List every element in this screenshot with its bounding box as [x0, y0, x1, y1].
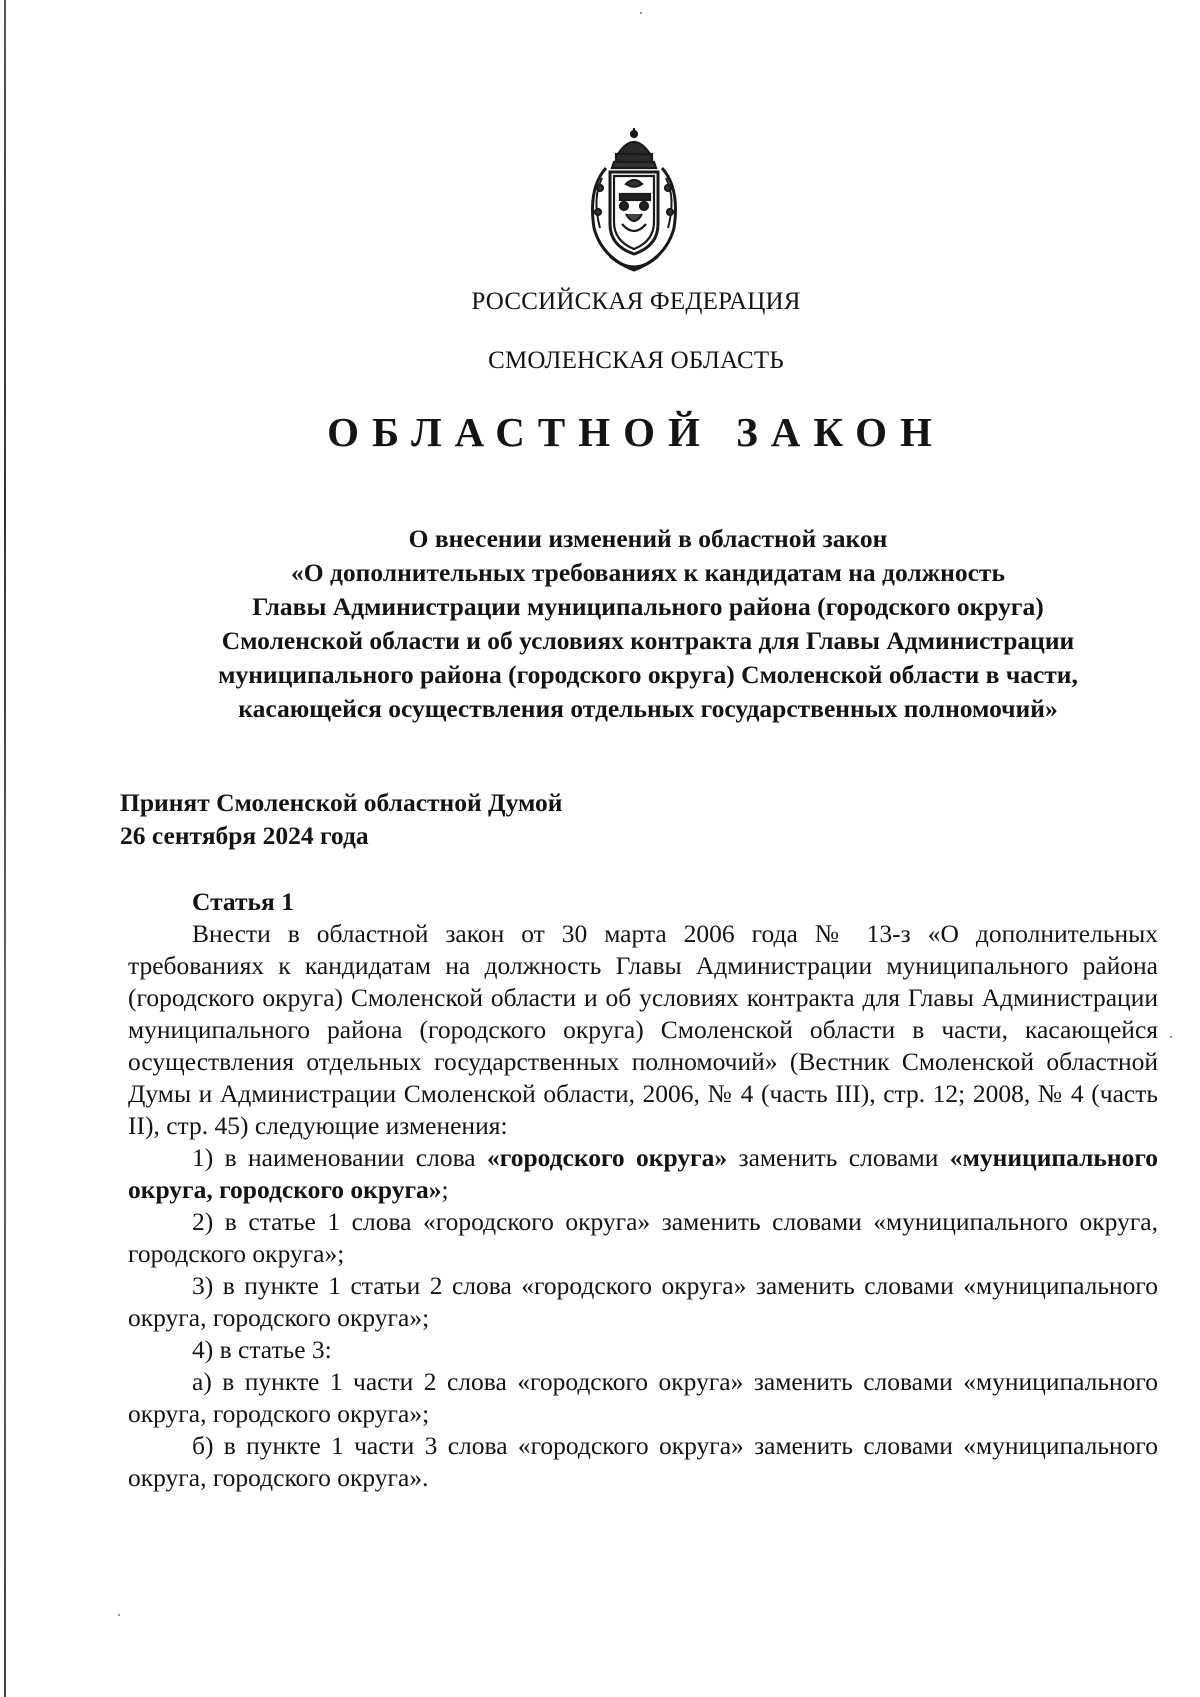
law-title-line: муниципального района (городского округа) Смоленской области в части, [218, 660, 1078, 689]
adoption-body: Принят Смоленской областной Думой [120, 788, 563, 817]
adoption-note [120, 786, 562, 852]
scan-left-edge [4, 0, 6, 1697]
scan-speck [640, 12, 642, 14]
amendment-item-3: 3) в пункте 1 статьи 2 слова «городского округа» заменить словами «муниципального округа, городского округа»; [128, 1271, 1158, 1332]
item-text: ; [441, 1175, 449, 1204]
scan-speck [1170, 1036, 1172, 1038]
law-title-line: «О дополнительных требованиях к кандидатам на должность [291, 558, 1005, 587]
region-heading: СМОЛЕНСКАЯ ОБЛАСТЬ [488, 347, 784, 374]
item-text: 1) в наименовании слова [192, 1143, 487, 1172]
coat-of-arms-emblem [580, 128, 688, 276]
scan-speck [118, 1614, 120, 1616]
country-heading: РОССИЙСКАЯ ФЕДЕРАЦИЯ [471, 288, 801, 315]
adoption-date: 26 сентября 2024 года [120, 821, 369, 850]
article-body [128, 886, 1158, 1494]
amendment-item-4: 4) в статье 3: [192, 1335, 332, 1364]
item-quote-bold: «муниципального округа, городского округа» [128, 1143, 1159, 1204]
amendment-item-1 [128, 1142, 1158, 1206]
item-text: заменить словами [727, 1143, 950, 1172]
amendment-item-4a: а) в пункте 1 части 2 слова «городского округа» заменить словами «муниципального округа, городского округа»; [128, 1367, 1158, 1428]
law-title-line: Главы Администрации муниципального района (городского округа) [252, 592, 1044, 621]
article-intro: Внести в областной закон от 30 марта 2006 года № 13-з «О дополнительных требованиях к кандидатам на должность Главы Администрации муниципального района (городского округа) Смоленской области и об условиях контракта для Главы Администрации муниципального района (городского округа) Смоленской области в части, касающейся осуществления отдельных государственных полномочий» (Вестник Смоленской областной Думы и Администрации Смоленской области, 2006, № 4 (часть III), стр. 12; 2008, № 4 (часть II), стр. 45) следующие изменения: [128, 919, 1158, 1140]
document-type-heading: ОБЛАСТНОЙ ЗАКОН [327, 409, 945, 455]
amendment-item-4b: б) в пункте 1 части 3 слова «городского округа» заменить словами «муниципального округа, городского округа». [128, 1431, 1158, 1492]
article-heading: Статья 1 [192, 887, 294, 916]
law-title-line: касающейся осуществления отдельных государственных полномочий» [238, 694, 1058, 723]
law-title [148, 522, 1148, 726]
law-title-line: Смоленской области и об условиях контракта для Главы Администрации [221, 626, 1075, 655]
law-title-line: О внесении изменений в областной закон [408, 524, 888, 553]
amendment-item-2: 2) в статье 1 слова «городского округа» заменить словами «муниципального округа, городского округа»; [128, 1207, 1158, 1268]
item-quote-bold: «городского округа» [487, 1143, 728, 1172]
